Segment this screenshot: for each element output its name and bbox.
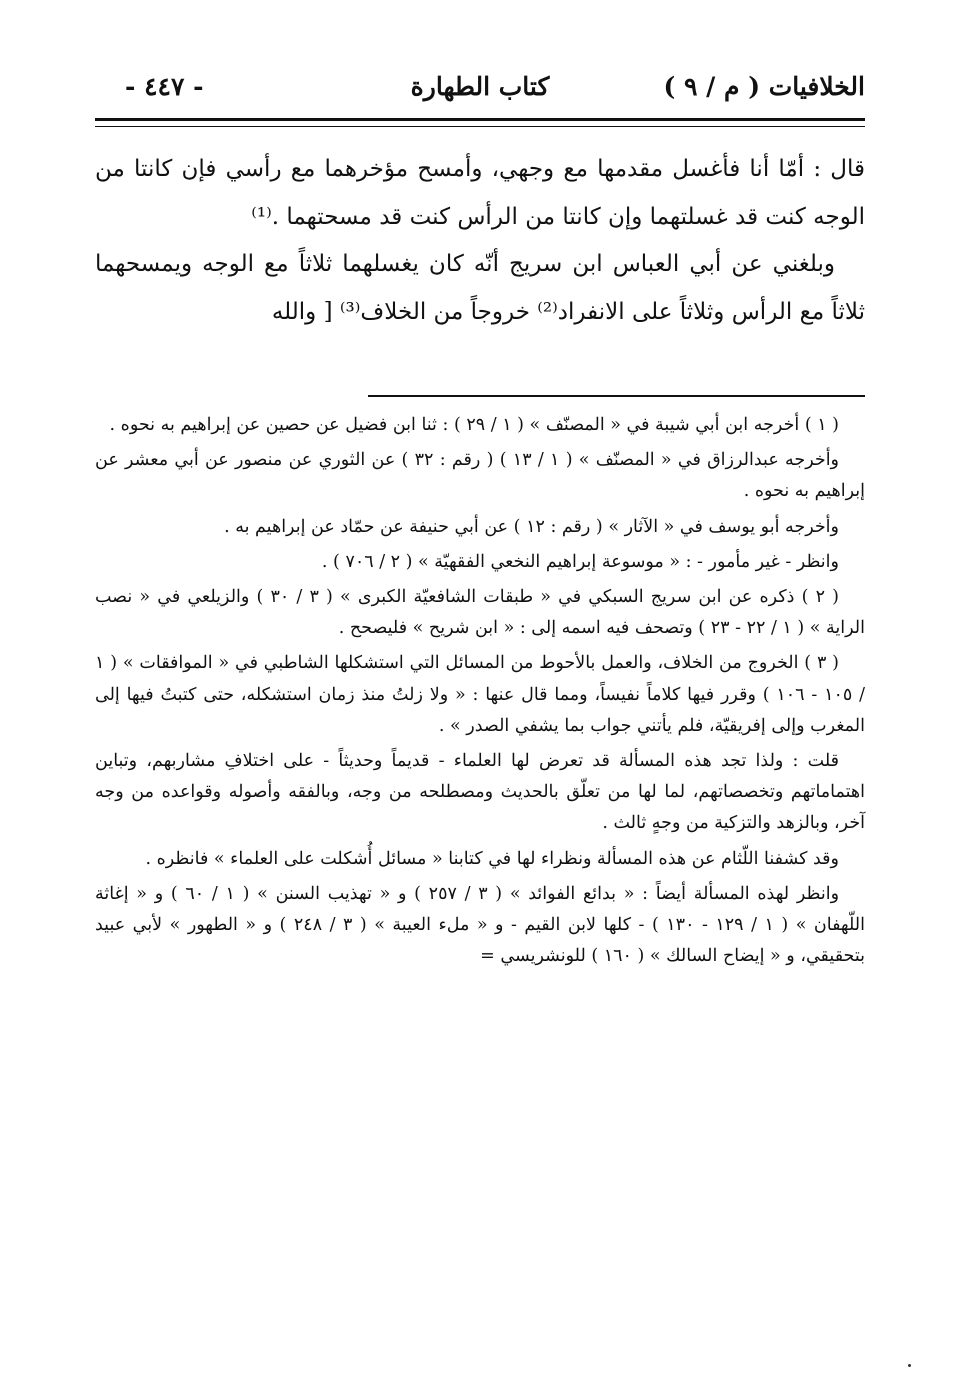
section-title: الخلافيات ( م / ٩ ) [663,72,865,101]
main-paragraph: وبلغني عن أبي العباس ابن سريج أنّه كان يغسلهما ثلاثاً مع الوجه ويمسحهما ثلاثاً مع الرأس وثلاثاً على الانفراد⁽²⁾ خروجاً من الخلاف⁽³⁾ [ والله [95,251,865,325]
book-title: كتاب الطهارة [410,72,550,101]
footnote-paragraph: وانظر لهذه المسألة أيضاً : « بدائع الفوائد » ( ٣ / ٢٥٧ ) و « تهذيب السنن » ( ١ / ٦٠ ) و « إغاثة اللّهفان » ( ١ / ١٢٩ - ١٣٠ ) - كلها لابن القيم - و « ملء العيبة » ( ٣ / ٢٤٨ ) و « الطهور » لأبي عبيد بتحقيقي، و « إيضاح السالك » ( ١٦٠ ) للونشريسي = [95,883,865,967]
footnote-paragraph: وأخرجه أبو يوسف في « الآثار » ( رقم : ١٢ ) عن أبي حنيفة عن حمّاد عن إبراهيم به . [224,516,839,537]
header-rule-thick [95,118,865,121]
footnote-separator [368,395,865,397]
page-number: - ٤٤٧ - [125,72,204,101]
footnote-paragraph: وأخرجه عبدالرزاق في « المصنّف » ( ١ / ١٣ ) ( رقم : ٣٢ ) عن الثوري عن منصور عن أبي معشر عن إبراهيم به نحوه . [95,450,865,502]
footnote-paragraph: ( ٢ ) ذكره عن ابن سريج السبكي في « طبقات الشافعيّة الكبرى » ( ٣ / ٣٠ ) والزيلعي في « نصب الراية » ( ١ / ٢٢ - ٢٣ ) وتصحف فيه اسمه إلى : « ابن شريح » فليصحح . [95,587,865,639]
footnote-paragraph: وانظر - غير مأمور - : « موسوعة إبراهيم النخعي الفقهيّة » ( ٢ / ٧٠٦ ) . [321,551,839,572]
main-paragraph: قال : أمّا أنا فأغسل مقدمها مع وجهي، وأمسح مؤخرهما مع رأسي فإن كانتا من الوجه كنت قد غسلتهما وإن كانتا من الرأس كنت قد مسحتهما .⁽¹⁾ [95,156,865,230]
running-header [95,66,865,110]
footnote-paragraph: ( ٣ ) الخروج من الخلاف، والعمل بالأحوط من المسائل التي استشكلها الشاطبي في « الموافقات » ( ١ / ١٠٥ - ١٠٦ ) وقرر فيها كلاماً نفيساً، ومما قال عنها : « ولا زلتُ منذ زمان استشكله، حتى كتبتُ فيها إلى المغرب وإلى إفريقيّة، فلم يأتني جواب بما يشفي الصدر » . [95,653,865,736]
footnote-paragraph: ( ١ ) أخرجه ابن أبي شيبة في « المصنّف » ( ١ / ٢٩ ) : ثنا ابن فضيل عن حصين عن إبراهيم به نحوه . [109,415,839,435]
footnote-paragraph: وقد كشفنا اللّثام عن هذه المسألة ونظراء لها في كتابنا « مسائل أُشكلت على العلماء » فانظره . [145,848,839,869]
main-text [95,146,865,336]
header-rule-thin [95,126,865,127]
footnote-paragraph: قلت : ولذا تجد هذه المسألة قد تعرض لها العلماء - قديماً وحديثاً - على اختلافِ مشاربهم، وتباين اهتماماتهم وتخصصاتهم، لما لها من تعلّق بالحديث ومصطلحه من وجه، وبالفقه وأصوله وقواعده من وجه آخر، وبالزهد والتزكية من وجهٍ ثالث . [95,751,865,834]
footnotes [95,410,865,976]
scan-speck [908,1364,911,1367]
